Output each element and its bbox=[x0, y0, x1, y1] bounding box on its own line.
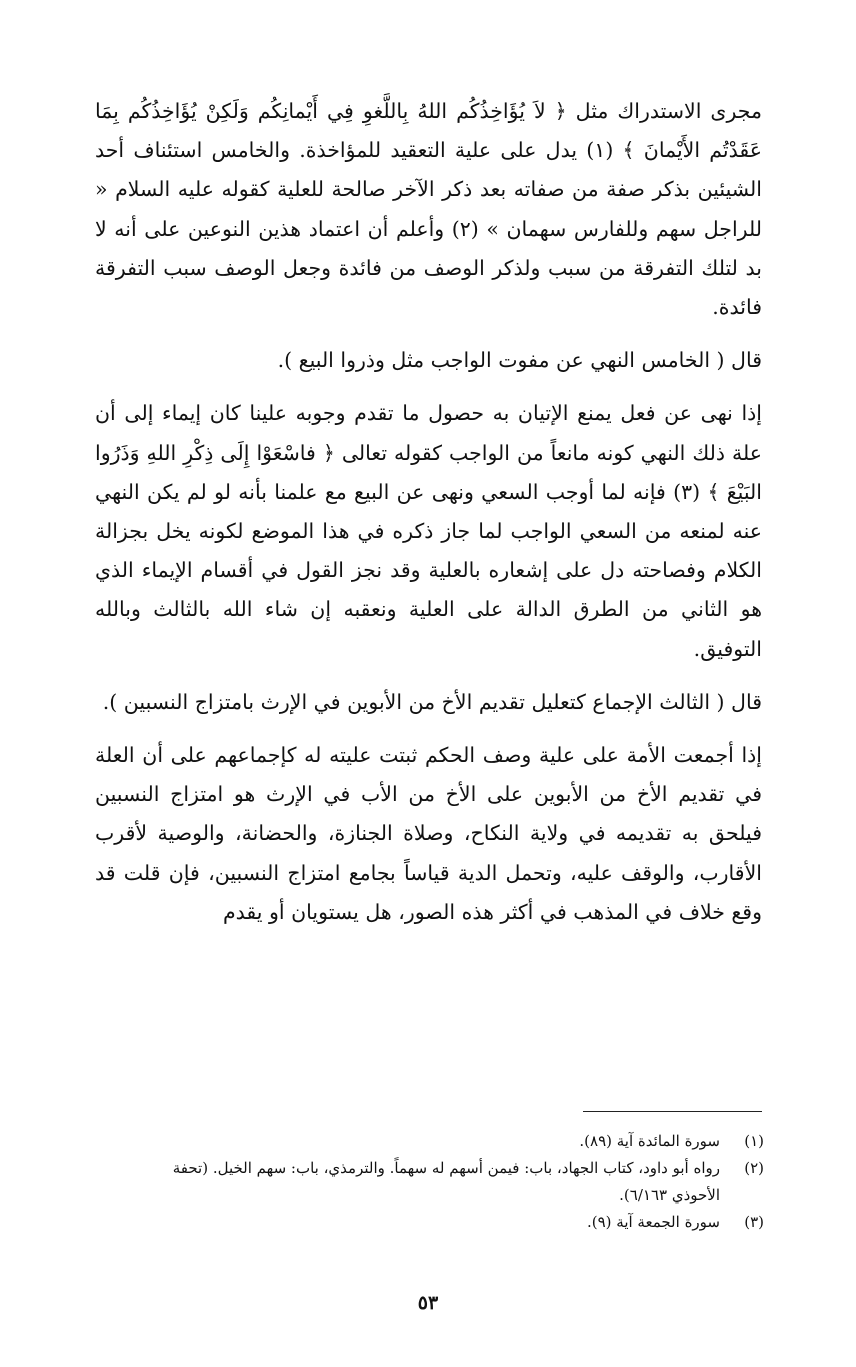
footnotes bbox=[120, 1128, 764, 1236]
footnote-number: (١) bbox=[744, 1132, 764, 1150]
footnote-text: سورة المائدة آية (٨٩). bbox=[579, 1132, 720, 1150]
footnote-item bbox=[120, 1128, 764, 1155]
paragraph-heading-fifth: قال ( الخامس النهي عن مفوت الواجب مثل وذروا البيع ). bbox=[277, 348, 762, 373]
paragraph-heading-third: قال ( الثالث الإجماع كتعليل تقديم الأخ من الأبوين في الإرث بامتزاج النسبين ). bbox=[102, 689, 762, 714]
paragraph-continuation: مجرى الاستدراك مثل ﴿ لاَ يُؤَاخِذُكُم اللهُ بِاللَّغوِ فِي أَيْمانِكُم وَلَكِنْ يُؤَاخِذُكُم بِمَا عَقَدْتُم الأَيْمانَ ﴾ (١) يدل على علية التعقيد للمؤاخذة. والخامس استئناف أحد الشيئين بذكر صفة من صفاته بعد ذكر الآخر صالحة للعلية كقوله عليه السلام « للراجل سهم وللفارس سهمان » (٢) وأعلم أن اعتماد هذين النوعين على أنه لا بد لتلك التفرقة من سبب ولذكر الوصف من فائدة وجعل الوصف سبب التفرقة فائدة. bbox=[95, 99, 763, 320]
main-text bbox=[95, 92, 762, 946]
paragraph-prohibition: إذا نهى عن فعل يمنع الإتيان به حصول ما تقدم وجوبه علينا كان إيماء إلى أن علة ذلك النهي كونه مانعاً من الواجب كقوله تعالى ﴿ فاسْعَوْا إِلَى ذِكْرِ اللهِ وَذَرُوا البَيْعَ ﴾ (٣) فإنه لما أوجب السعي ونهى عن البيع مع علمنا بأنه لو لم يكن النهي عنه لمنعه من السعي الواجب لما جاز ذكره في هذا الموضع لكونه يخل بجزالة الكلام وفصاحته دل على إشعاره بالعلية وقد نجز القول في أقسام الإيماء الذي هو الثاني من الطرق الدالة على العلية ونعقبه إن شاء الله بالثالث وبالله التوفيق. bbox=[95, 401, 762, 661]
footnote-number: (٢) bbox=[744, 1159, 764, 1177]
footnote-number: (٣) bbox=[744, 1213, 764, 1231]
footnote-text: سورة الجمعة آية (٩). bbox=[586, 1213, 720, 1231]
footnote-divider bbox=[583, 1111, 762, 1112]
footnote-text: رواه أبو داود، كتاب الجهاد، باب: فيمن أسهم له سهماً. والترمذي، باب: سهم الخيل. (تحفة الأحوذي ٦/١٦٣). bbox=[172, 1159, 720, 1204]
page-number: ٥٣ bbox=[417, 1292, 439, 1314]
footnote-item bbox=[120, 1209, 764, 1236]
footnote-item bbox=[120, 1155, 764, 1209]
paragraph-consensus: إذا أجمعت الأمة على علية وصف الحكم ثبتت عليته له كإجماعهم على أن العلة في تقديم الأخ من الأبوين على الأخ من الأب في الإرث هو امتزاج النسبين فيلحق به تقديمه في ولاية النكاح، وصلاة الجنازة، والحضانة، والوصية لأقرب الأقارب، والوقف عليه، وتحمل الدية قياساً بجامع امتزاج النسبين، فإن قلت قد وقع خلاف في المذهب في أكثر هذه الصور، هل يستويان أو يقدم bbox=[95, 743, 762, 924]
